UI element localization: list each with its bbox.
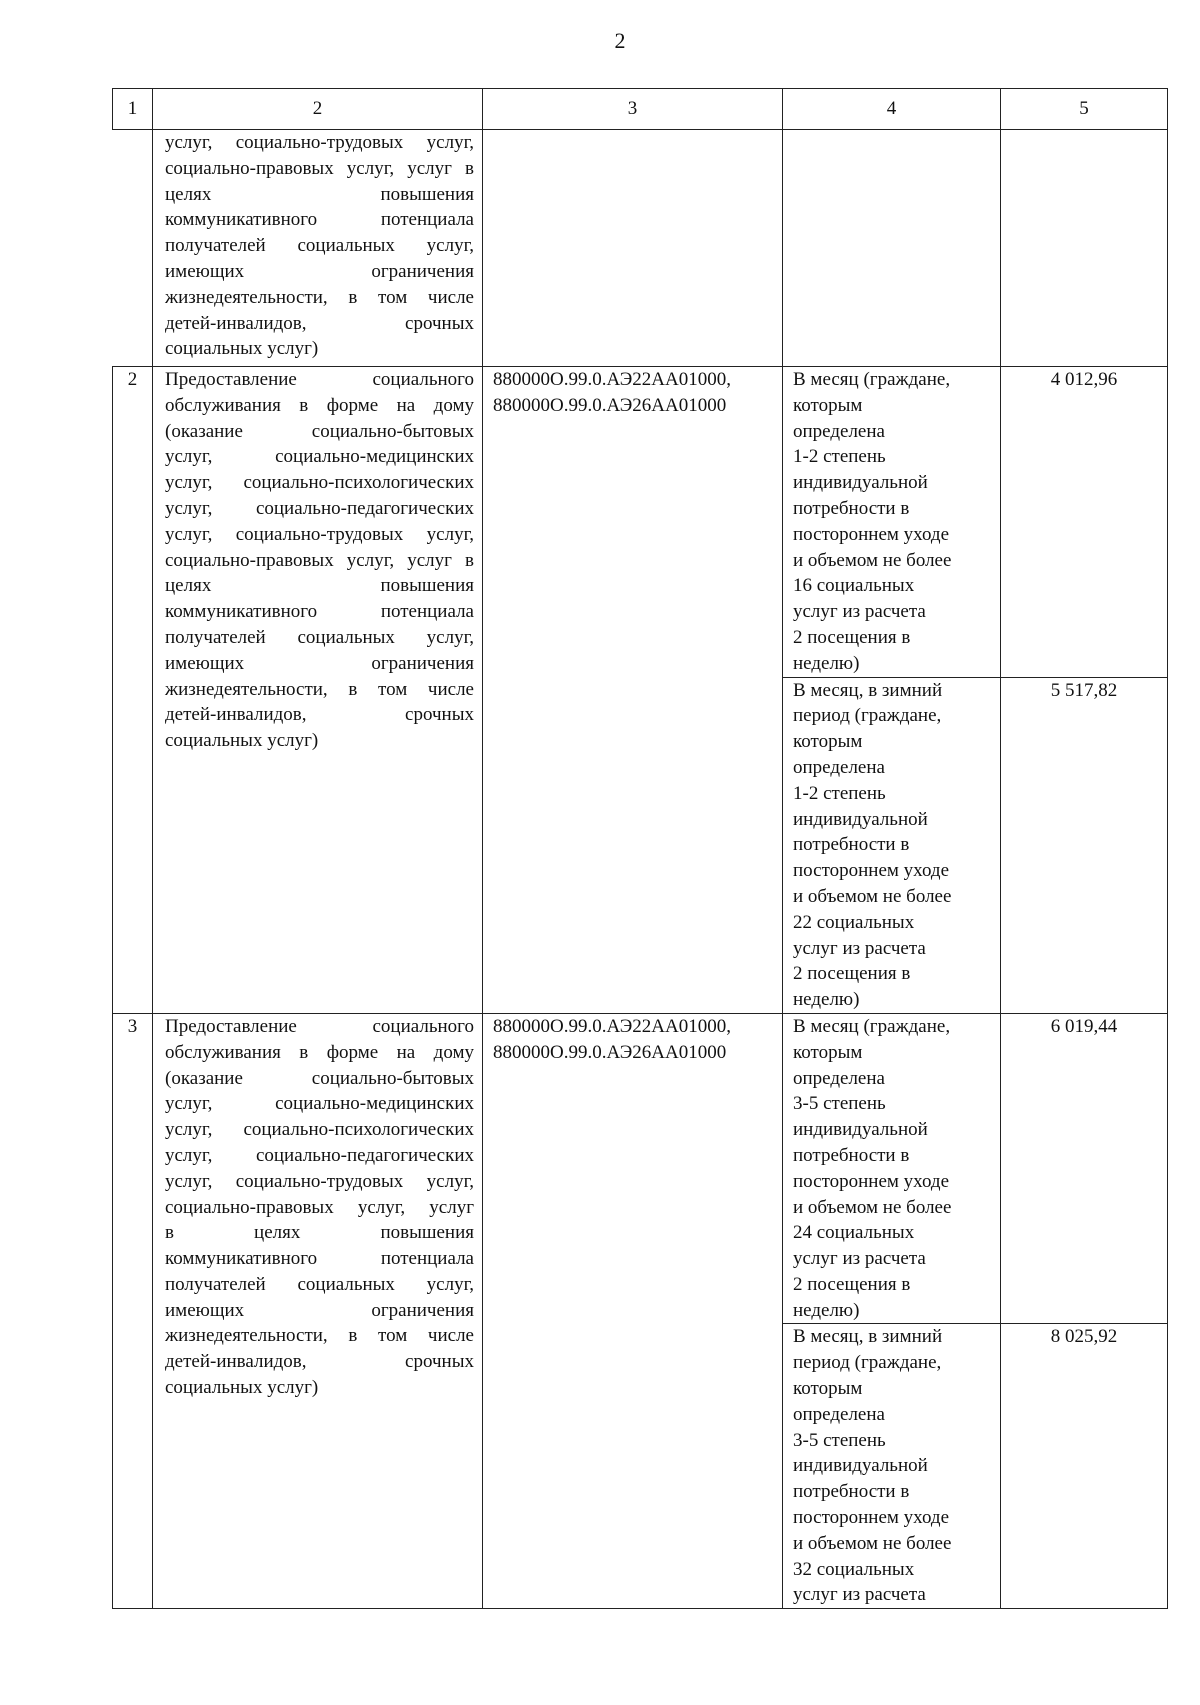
text-line: 880000O.99.0.АЭ26АА01000 (493, 394, 727, 416)
service-description (153, 1013, 483, 1608)
table-row (113, 367, 1168, 678)
tariff-price: 6 019,44 (1001, 1013, 1168, 1324)
tariff-condition (783, 367, 1001, 678)
service-description (153, 367, 483, 1014)
text-line: получателей социальных услуг, (165, 626, 474, 648)
text-line: 1-2 степень (793, 446, 886, 468)
text-line: услуг, социально-педагогических (165, 1144, 474, 1166)
text-line: социальных услуг) (165, 1377, 319, 1399)
tariff-table (112, 88, 1168, 1609)
text-line: В месяц, в зимний (793, 679, 943, 701)
text-line: услуг, социально-трудовых услуг, (165, 132, 474, 153)
tariff-condition (783, 1013, 1001, 1324)
text-line: получателей социальных услуг, (165, 235, 474, 257)
text-line: неделю) (793, 1299, 860, 1321)
text-line: В месяц, в зимний (793, 1326, 943, 1348)
text-line: детей-инвалидов, срочных (165, 312, 474, 334)
tariff-condition (783, 677, 1001, 1013)
text-line: в целях повышения (165, 1222, 474, 1244)
text-line: коммуникативного потенциала (165, 601, 474, 623)
text-line: социально-правовых услуг, услуг (165, 1196, 474, 1218)
text-line: которым (793, 731, 863, 753)
text-line: услуг, социально-трудовых услуг, (165, 1170, 474, 1192)
text-line: определена (793, 420, 885, 442)
text-line: обслуживания в форме на дому (165, 1041, 474, 1063)
text-line: 3-5 степень (793, 1429, 886, 1451)
text-line: (оказание социально-бытовых (165, 1067, 474, 1089)
text-line: жизнедеятельности, в том числе (165, 286, 474, 308)
row-number: 3 (113, 1013, 153, 1608)
table-header-row (113, 89, 1168, 130)
text-line: постороннем уходе (793, 1170, 949, 1192)
column-header: 2 (153, 89, 483, 130)
text-line: 24 социальных (793, 1222, 915, 1244)
table-row (113, 1013, 1168, 1324)
text-line: 880000O.99.0.АЭ26АА01000 (493, 1041, 727, 1063)
text-line: социальных услуг) (165, 338, 319, 360)
text-line: неделю) (793, 652, 860, 674)
text-line: жизнедеятельности, в том числе (165, 678, 474, 700)
empty-cell (783, 130, 1001, 367)
text-line: имеющих ограничения (165, 652, 474, 674)
page-number: 2 (614, 28, 626, 53)
text-line: неделю) (793, 989, 860, 1011)
text-line: 3-5 степень (793, 1093, 886, 1115)
text-line: постороннем уходе (793, 523, 949, 545)
text-line: обслуживания в форме на дому (165, 394, 474, 416)
empty-cell (113, 130, 153, 367)
text-line: период (граждане, (793, 1352, 942, 1374)
text-line: услуг из расчета (793, 937, 926, 959)
text-line: услуг, социально-психологических (165, 1119, 474, 1141)
text-line: (оказание социально-бытовых (165, 420, 474, 442)
text-line: детей-инвалидов, срочных (165, 704, 474, 726)
text-line: услуг, социально-медицинских (165, 1093, 474, 1115)
text-line: Предоставление социального (165, 369, 474, 390)
text-line: жизнедеятельности, в том числе (165, 1325, 474, 1347)
text-line: услуг из расчета (793, 1584, 926, 1606)
text-line: определена (793, 1403, 885, 1425)
text-line: и объемом не более (793, 1532, 952, 1554)
text-line: 880000O.99.0.АЭ22АА01000, (493, 1015, 731, 1037)
service-description (153, 130, 483, 367)
empty-cell (1001, 130, 1168, 367)
text-line: имеющих ограничения (165, 1299, 474, 1321)
column-header: 4 (783, 89, 1001, 130)
text-line: услуг, социально-медицинских (165, 446, 474, 468)
text-line: В месяц (граждане, (793, 369, 951, 390)
row-number: 2 (113, 367, 153, 1014)
column-header: 5 (1001, 89, 1168, 130)
text-line: 880000O.99.0.АЭ22АА01000, (493, 369, 731, 390)
text-line: коммуникативного потенциала (165, 1248, 474, 1270)
text-line: потребности в (793, 1144, 910, 1166)
service-code (483, 367, 783, 1014)
text-line: которым (793, 394, 863, 416)
text-line: потребности в (793, 497, 910, 519)
service-code (483, 1013, 783, 1608)
column-header: 3 (483, 89, 783, 130)
tariff-price: 5 517,82 (1001, 677, 1168, 1013)
text-line: постороннем уходе (793, 860, 949, 882)
text-line: и объемом не более (793, 1196, 952, 1218)
tariff-price: 8 025,92 (1001, 1324, 1168, 1609)
text-line: детей-инвалидов, срочных (165, 1351, 474, 1373)
text-line: которым (793, 1378, 863, 1400)
text-line: целях повышения (165, 575, 474, 597)
text-line: услуг, социально-трудовых услуг, (165, 523, 474, 545)
text-line: индивидуальной (793, 1455, 928, 1477)
text-line: услуг, социально-педагогических (165, 497, 474, 519)
text-line: индивидуальной (793, 808, 928, 830)
text-line: целях повышения (165, 183, 474, 205)
text-line: услуг из расчета (793, 1248, 926, 1270)
text-line: социально-правовых услуг, услуг в (165, 549, 474, 571)
text-line: 2 посещения в (793, 1273, 911, 1295)
tariff-condition (783, 1324, 1001, 1609)
text-line: имеющих ограничения (165, 260, 474, 282)
text-line: потребности в (793, 1481, 910, 1503)
text-line: потребности в (793, 834, 910, 856)
text-line: социальных услуг) (165, 730, 319, 752)
empty-cell (483, 130, 783, 367)
tariff-price: 4 012,96 (1001, 367, 1168, 678)
text-line: определена (793, 1067, 885, 1089)
text-line: Предоставление социального (165, 1015, 474, 1037)
text-line: коммуникативного потенциала (165, 209, 474, 231)
continuation-row (113, 130, 1168, 367)
text-line: 1-2 степень (793, 782, 886, 804)
text-line: постороннем уходе (793, 1507, 949, 1529)
text-line: индивидуальной (793, 1119, 928, 1141)
text-line: 2 посещения в (793, 626, 911, 648)
text-line: услуг из расчета (793, 601, 926, 623)
text-line: получателей социальных услуг, (165, 1273, 474, 1295)
text-line: В месяц (граждане, (793, 1015, 951, 1037)
text-line: которым (793, 1041, 863, 1063)
text-line: и объемом не более (793, 885, 952, 907)
text-line: определена (793, 756, 885, 778)
text-line: 2 посещения в (793, 963, 911, 985)
text-line: социально-правовых услуг, услуг в (165, 157, 474, 179)
text-line: 32 социальных (793, 1558, 915, 1580)
text-line: и объемом не более (793, 549, 952, 571)
column-header: 1 (113, 89, 153, 130)
text-line: 22 социальных (793, 911, 915, 933)
text-line: период (граждане, (793, 705, 942, 727)
text-line: индивидуальной (793, 472, 928, 494)
text-line: услуг, социально-психологических (165, 472, 474, 494)
text-line: 16 социальных (793, 575, 915, 597)
